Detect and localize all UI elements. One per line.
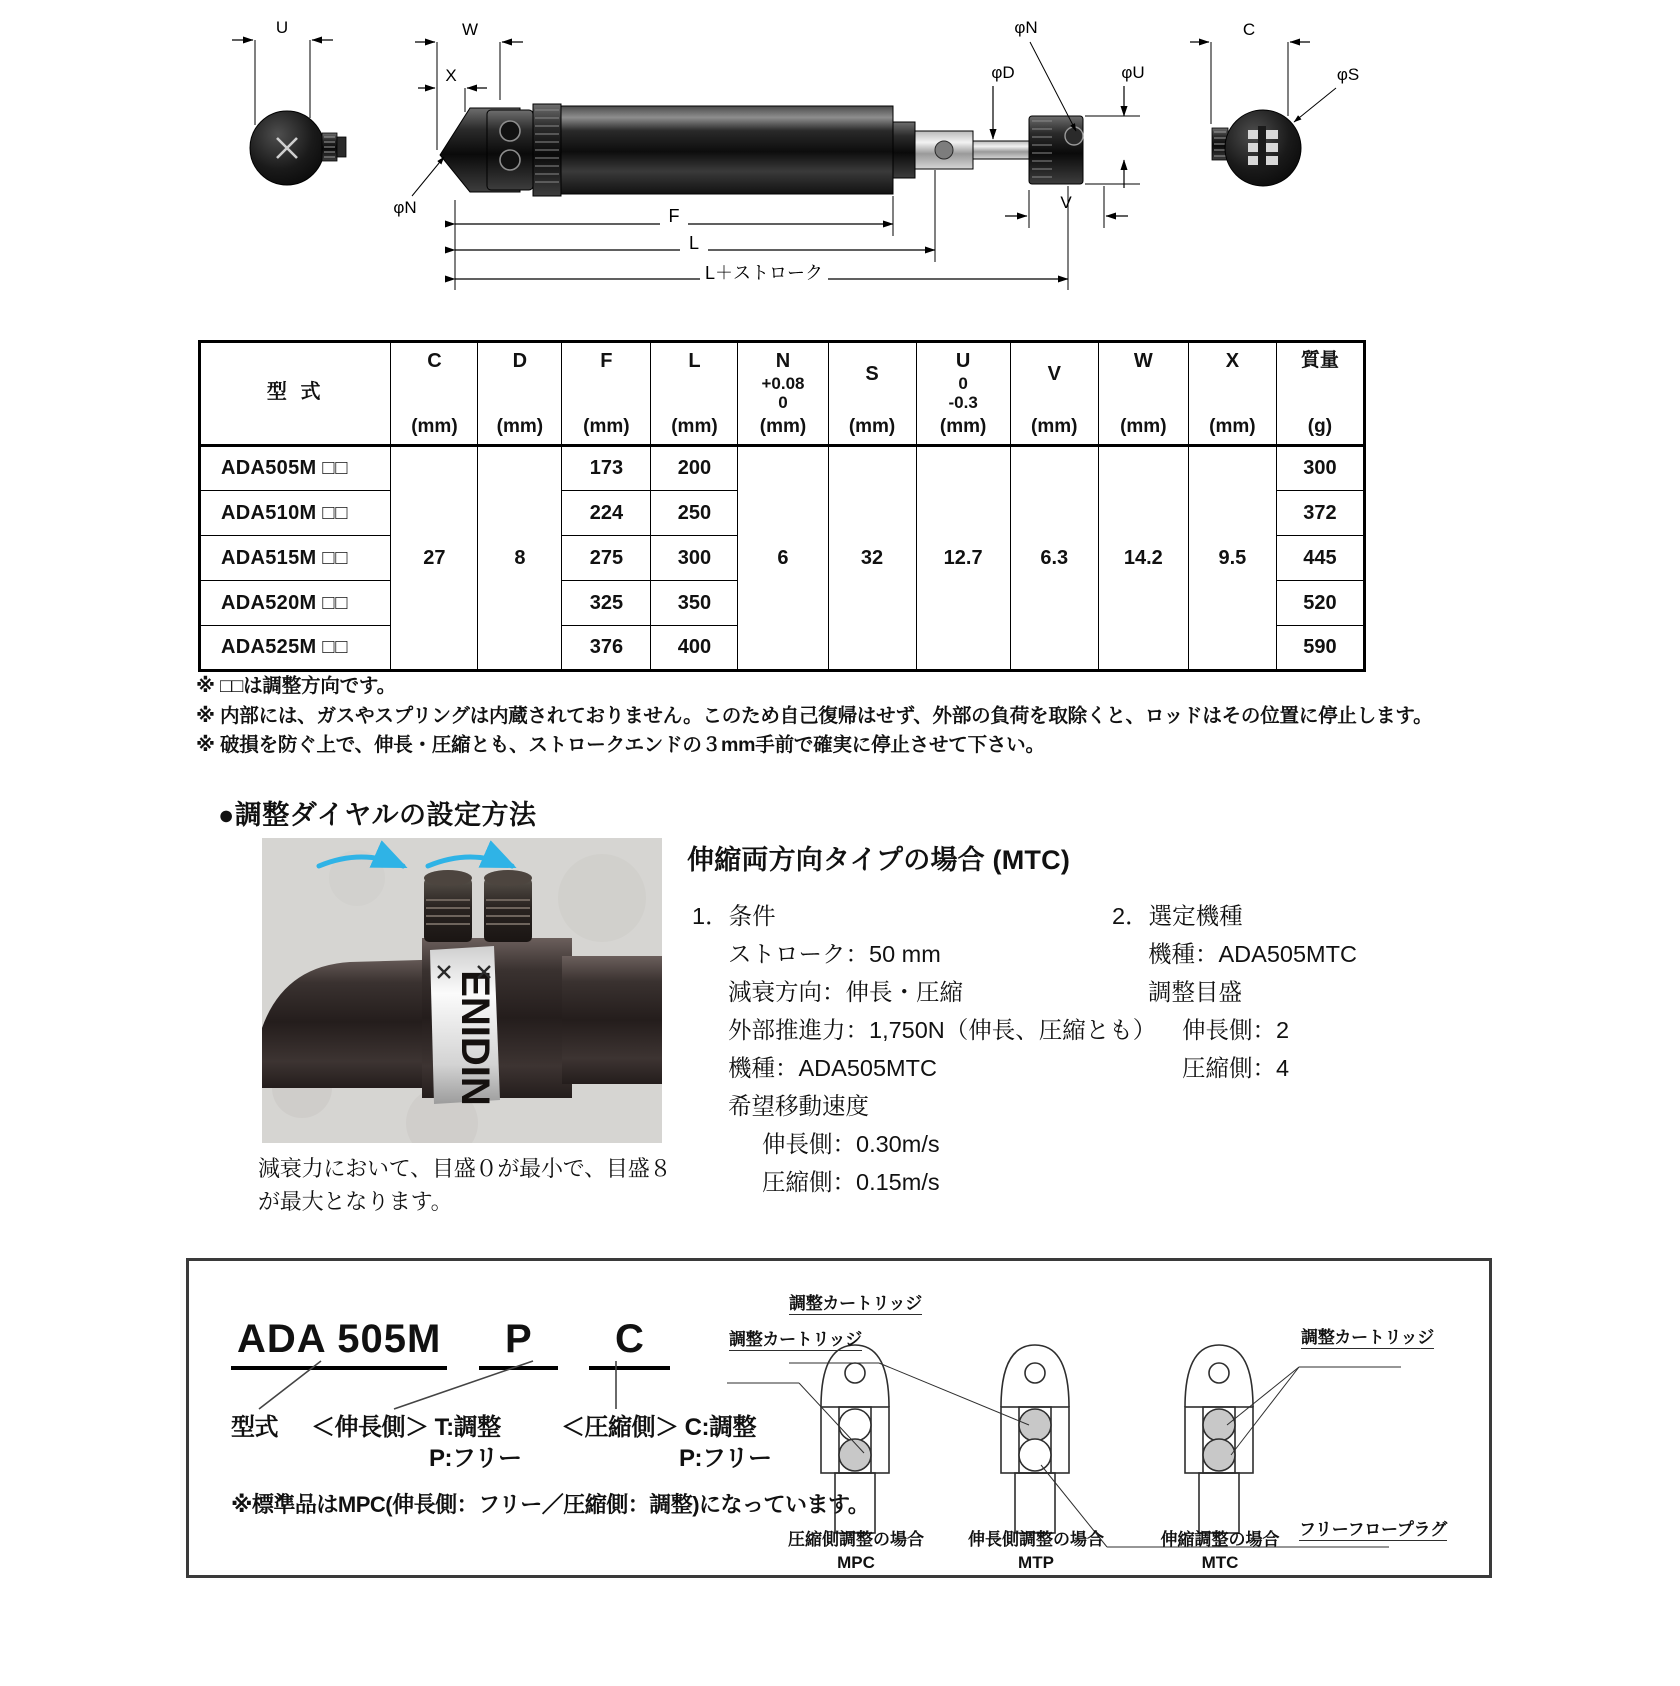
- diagram-mpc: [727, 1345, 889, 1533]
- condition-item: ストローク：50 mm: [728, 941, 941, 968]
- diagram-caption-1: [781, 1529, 931, 1575]
- cell-l-0: 200: [651, 446, 738, 491]
- label-extension-opt1: T:調整: [434, 1414, 501, 1441]
- label-model: 型式: [231, 1414, 278, 1441]
- diagram-caption-2-line1: 伸長側調整の場合: [968, 1530, 1104, 1549]
- diagram-mtp: [789, 1345, 1107, 1547]
- cell-mass-3: 520: [1276, 581, 1364, 626]
- col-header-c: C (mm): [391, 342, 478, 446]
- diagram-caption-3: [1145, 1529, 1295, 1575]
- diagram-caption-2: [961, 1529, 1111, 1575]
- cell-f-0: 173: [562, 446, 651, 491]
- col-header-n: N +0.08 0 (mm): [738, 342, 828, 446]
- spec-table-container: [198, 340, 1366, 672]
- diagram-caption-2-line2: MTP: [1018, 1552, 1054, 1572]
- label-compression-opt1: C:調整: [684, 1414, 756, 1441]
- label-extension-title: ＜伸長側＞: [311, 1414, 429, 1441]
- product-dimension-drawing: [0, 0, 1680, 320]
- svg-text:ENIDIN: ENIDIN: [453, 970, 497, 1106]
- cell-l-1: 250: [651, 491, 738, 536]
- col-header-w: W (mm): [1098, 342, 1188, 446]
- table-notes: [196, 672, 1526, 761]
- dim-label-l-stroke: L＋ストローク: [704, 263, 824, 283]
- col-header-mass: 質量 (g): [1276, 342, 1364, 446]
- callout-cartridge-3: 調整カートリッジ: [1301, 1323, 1434, 1349]
- col-header-v: V (mm): [1010, 342, 1098, 446]
- cell-f-4: 376: [562, 626, 651, 671]
- photo-caption-line-1: 減衰力において、目盛０が最小で、目盛８: [258, 1156, 672, 1181]
- dim-label-phis: φS: [1336, 65, 1360, 84]
- col-header-x: X (mm): [1188, 342, 1276, 446]
- label-compression-title: ＜圧縮側＞: [561, 1414, 679, 1441]
- col-header-l: L (mm): [651, 342, 738, 446]
- col-header-model: 型 式: [200, 342, 391, 446]
- cell-l-3: 350: [651, 581, 738, 626]
- dim-label-phin-top: φN: [1014, 18, 1038, 37]
- label-extension-opt2: P:フリー: [429, 1444, 522, 1472]
- note-line-2: ※ 内部には、ガスやスプリングは内蔵されておりません。このため自己復帰はせず、外部の負荷を取除くと、ロッドはその位置に停止します。: [196, 704, 1433, 727]
- dim-label-v: V: [1060, 193, 1072, 212]
- dim-label-phiu: φU: [1121, 63, 1145, 82]
- cell-d-merged: 8: [478, 446, 562, 671]
- cell-f-3: 325: [562, 581, 651, 626]
- dim-C: [1190, 20, 1310, 124]
- leader-phiN-top: [1014, 18, 1076, 131]
- callout-cartridge-2: 調整カートリッジ: [789, 1289, 922, 1315]
- selection-subitem: 伸長側：2: [1182, 1017, 1290, 1044]
- cell-x-merged: 9.5: [1188, 446, 1276, 671]
- dim-label-c: C: [1242, 20, 1256, 39]
- diagram-caption-3-line1: 伸縮調整の場合: [1160, 1530, 1280, 1549]
- photo-caption-line-2: が最大となります。: [258, 1189, 453, 1214]
- diagram-caption-1-line2: MPC: [837, 1552, 875, 1572]
- code-compression-segment: C: [589, 1317, 670, 1370]
- selection-item: 調整目盛: [1148, 979, 1242, 1006]
- dim-phiD: [991, 63, 1014, 139]
- diagram-caption-1-line1: 圧縮側調整の場合: [788, 1530, 924, 1549]
- condition-item: 希望移動速度: [728, 1093, 869, 1120]
- dim-label-w: W: [461, 20, 479, 39]
- cell-v-merged: 6.3: [1010, 446, 1098, 671]
- dim-label-phid: φD: [991, 63, 1015, 82]
- cell-model-2: ADA515M □□: [200, 536, 391, 581]
- cell-s-merged: 32: [828, 446, 916, 671]
- cell-c-merged: 27: [391, 446, 478, 671]
- dim-U-left: [232, 18, 333, 125]
- note-line-1: ※ □□は調整方向です。: [196, 675, 396, 697]
- cell-mass-2: 445: [1276, 536, 1364, 581]
- label-standard-note: ※標準品はMPC(伸長側：フリー／圧縮側：調整)になっています。: [231, 1492, 870, 1517]
- label-extension-side: [311, 1413, 522, 1474]
- cell-l-4: 400: [651, 626, 738, 671]
- callout-free-flow-plug: フリーフロープラグ: [1299, 1515, 1447, 1541]
- cell-mass-1: 372: [1276, 491, 1364, 536]
- spec-table: [198, 340, 1366, 672]
- dim-L-plus-stroke: [455, 186, 1068, 290]
- left-end-view: [250, 111, 346, 185]
- label-compression-opt2: P:フリー: [679, 1444, 772, 1472]
- leader-phiN-left: [393, 157, 444, 217]
- leader-phiS: [1294, 65, 1359, 122]
- dial-right: [484, 870, 532, 942]
- cell-f-1: 224: [562, 491, 651, 536]
- dim-F: [455, 196, 893, 236]
- condition-item: 外部推進力：1,750N（伸長、圧縮とも）: [728, 1017, 1157, 1044]
- note-line-3: ※ 破損を防ぐ上で、伸長・圧縮とも、ストロークエンドの３mm手前で確実に停止させて下さい。: [196, 734, 1045, 757]
- right-end-view: [1212, 110, 1301, 186]
- condition-item: 機種：ADA505MTC: [728, 1055, 937, 1082]
- cell-u-merged: 12.7: [916, 446, 1010, 671]
- cell-f-2: 275: [562, 536, 651, 581]
- table-header-row: [200, 342, 1365, 446]
- dial-left: [424, 870, 472, 942]
- selection-item: 機種：ADA505MTC: [1148, 941, 1357, 968]
- condition-subitem: 伸長側：0.30m/s: [762, 1131, 940, 1158]
- dim-label-x: X: [445, 66, 457, 85]
- col-header-u: U 0 -0.3 (mm): [916, 342, 1010, 446]
- cell-model-0: ADA505M □□: [200, 446, 391, 491]
- dim-label-l: L: [688, 233, 700, 253]
- example-column-selection: [1112, 897, 1357, 1087]
- cell-w-merged: 14.2: [1098, 446, 1188, 671]
- condition-subitem: 圧縮側：0.15m/s: [762, 1169, 940, 1196]
- dim-label-f: F: [668, 206, 680, 226]
- cell-model-1: ADA510M □□: [200, 491, 391, 536]
- selection-heading: 2．選定機種: [1112, 903, 1243, 929]
- cell-mass-4: 590: [1276, 626, 1364, 671]
- dim-label-u-left: U: [275, 18, 289, 37]
- adjustment-dial-photo: [262, 838, 662, 1143]
- conditions-heading: 1．条件: [692, 903, 776, 929]
- cell-mass-0: 300: [1276, 446, 1364, 491]
- col-header-s: S (mm): [828, 342, 916, 446]
- dim-label-phin-left: φN: [393, 198, 417, 217]
- mtc-example-title: 伸縮両方向タイプの場合 (MTC): [687, 845, 1071, 875]
- code-model-segment: ADA 505M: [231, 1317, 447, 1370]
- model-code-box: [186, 1258, 1492, 1578]
- table-row: [200, 446, 1365, 491]
- selection-subitem: 圧縮側：4: [1182, 1055, 1290, 1082]
- col-header-d: D (mm): [478, 342, 562, 446]
- cell-l-2: 300: [651, 536, 738, 581]
- col-header-f: F (mm): [562, 342, 651, 446]
- example-column-conditions: [692, 897, 1156, 1202]
- diagram-caption-3-line2: MTC: [1201, 1552, 1239, 1572]
- callout-cartridge-1: 調整カートリッジ: [729, 1325, 862, 1351]
- dim-V: [1005, 186, 1128, 228]
- cell-model-4: ADA525M □□: [200, 626, 391, 671]
- dim-phiU: [1085, 63, 1145, 188]
- cell-n-merged: 6: [738, 446, 828, 671]
- cell-model-3: ADA520M □□: [200, 581, 391, 626]
- code-extension-segment: P: [479, 1317, 558, 1370]
- condition-item: 減衰方向：伸長・圧縮: [728, 979, 963, 1006]
- cylinder-body: [440, 104, 1083, 196]
- photo-caption: [258, 1152, 688, 1218]
- section-title-dial-setting: ●調整ダイヤルの設定方法: [218, 800, 537, 830]
